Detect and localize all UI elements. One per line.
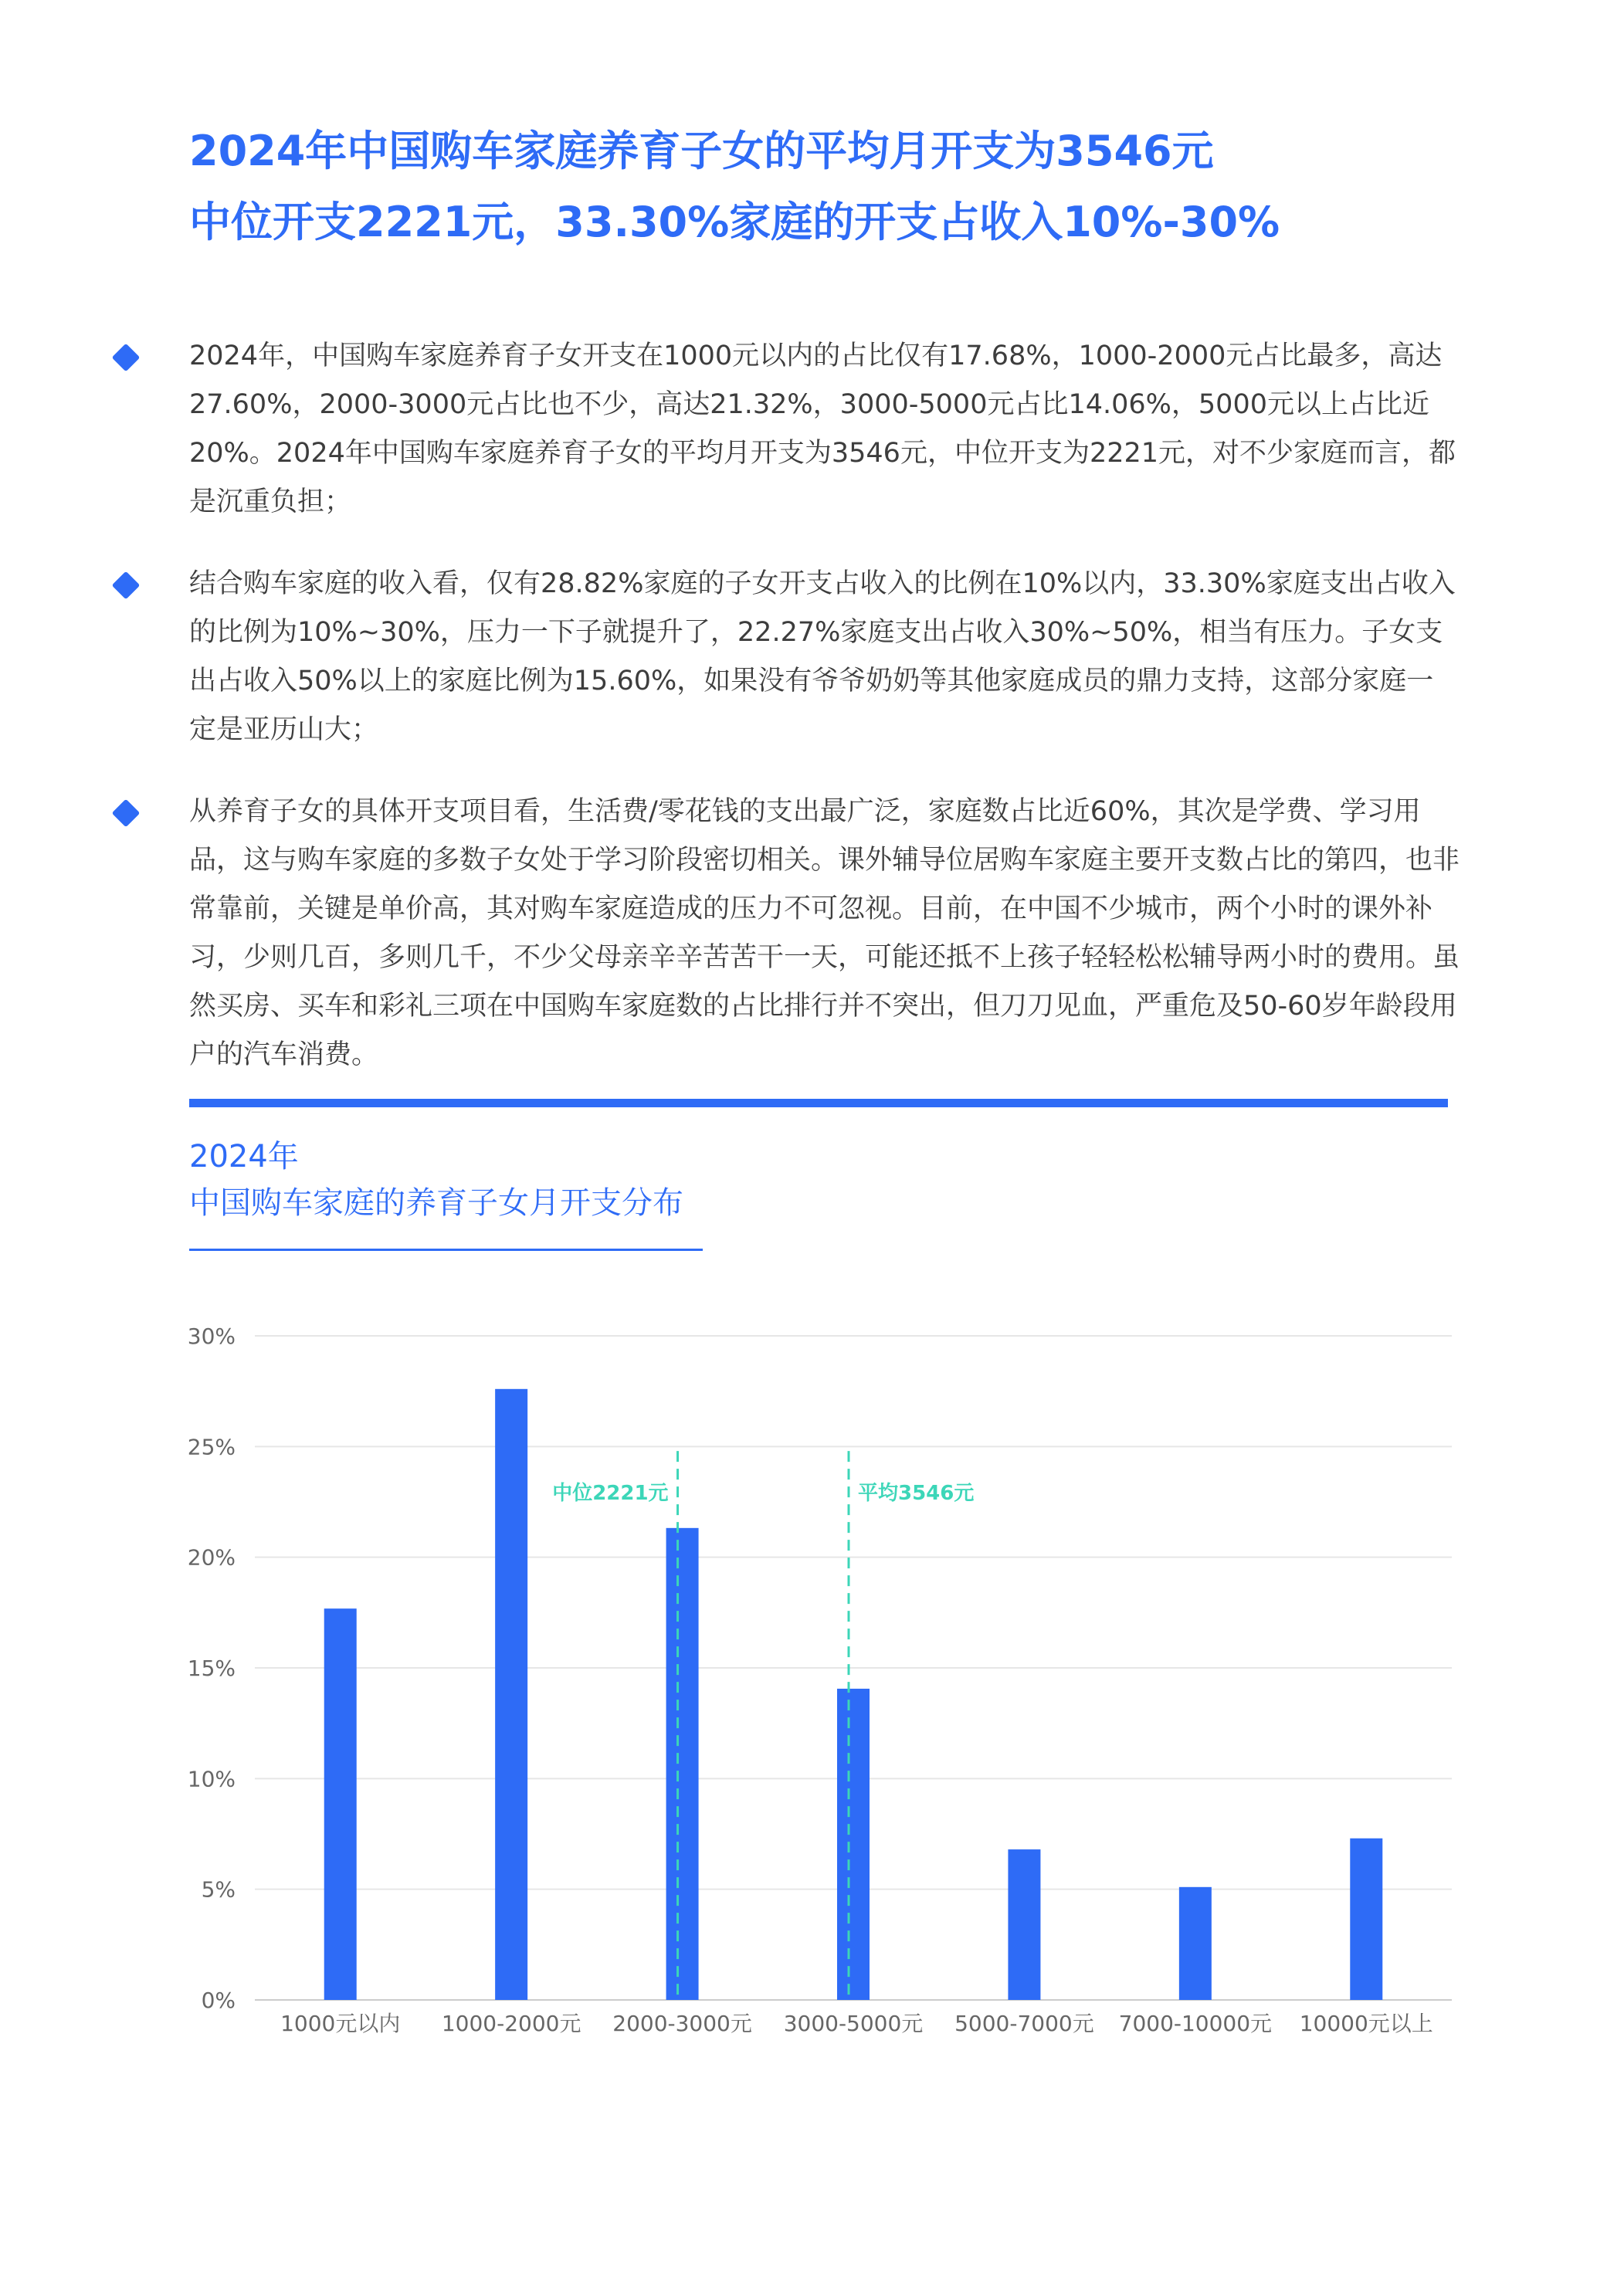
y-tick-label: 25% [187, 1434, 236, 1460]
chart-title-line-2: 中国购车家庭的养育子女月开支分布 [189, 1185, 683, 1221]
bar [837, 1689, 870, 2000]
bar [1350, 1839, 1382, 2000]
bullet-text: 从养育子女的具体开支项目看，生活费/零花钱的支出最广泛，家庭数占比近60%，其次是学费、学习用品，这与购车家庭的多数子女处于学习阶段密切相关。课外辅导位居购车家庭主要开支数占比的第四，也非常靠前，关键是单价高，其对购车家庭造成的压力不可忽视。目前，在中国不少城市，两个小时的课外补习，少则几百，多则几千，不少父母亲辛辛苦苦干一天，可能还抵不上孩子轻轻松松辅导两小时的费用。虽然买房、买车和彩礼三项在中国购车家庭数的占比排行并不突出，但刀刀见血，严重危及50-60岁年龄段用户的汽车消费。 [189, 796, 1460, 1070]
reference-label: 中位2221元 [552, 1482, 669, 1506]
chart-title [189, 1134, 683, 1226]
bar [666, 1528, 699, 2000]
diamond-bullet-icon [112, 344, 141, 372]
x-tick-label: 3000-5000元 [783, 2011, 924, 2036]
reference-label: 平均3546元 [858, 1482, 975, 1506]
page-headline [189, 116, 1502, 258]
chart-title-underline [189, 1249, 703, 1251]
x-tick-label: 7000-10000元 [1118, 2011, 1273, 2036]
bullet-text: 2024年，中国购车家庭养育子女开支在1000元以内的占比仅有17.68%，1000-2000元占比最多，高达27.60%，2000-3000元占比也不少，高达21.32%，3000-5000元占比14.06%，5000元以上占比近20%。2024年中国购车家庭养育子女的平均月开支为3546元，中位开支为2221元，对不少家庭而言，都是沉重负担； [189, 341, 1456, 517]
x-tick-label: 2000-3000元 [612, 2011, 752, 2036]
bar [1179, 1887, 1212, 2000]
diamond-bullet-icon [112, 799, 141, 828]
headline-line-1: 2024年中国购车家庭养育子女的平均月开支为3546元 [189, 127, 1214, 175]
section-divider [189, 1099, 1448, 1107]
diamond-bullet-icon [112, 571, 141, 600]
y-tick-label: 10% [187, 1766, 236, 1792]
bar [1008, 1849, 1040, 2000]
x-tick-label: 5000-7000元 [954, 2011, 1094, 2036]
y-tick-label: 30% [187, 1324, 236, 1349]
y-tick-label: 5% [201, 1876, 236, 1903]
y-tick-label: 15% [187, 1656, 236, 1681]
bullet-text: 结合购车家庭的收入看，仅有28.82%家庭的子女开支占收入的比例在10%以内，33.30%家庭支出占收入的比例为10%~30%，压力一下子就提升了，22.27%家庭支出占收入30%~50%，相当有压力。子女支出占收入50%以上的家庭比例为15.60%，如果没有爷爷奶奶等其他家庭成员的鼎力支持，这部分家庭一定是亚历山大； [189, 568, 1456, 745]
bullet-item [116, 560, 1460, 754]
headline-line-2: 中位开支2221元，33.30%家庭的开支占收入10%-30% [189, 198, 1280, 246]
chart-title-line-1: 2024年 [189, 1139, 299, 1174]
y-tick-label: 0% [201, 1988, 236, 2013]
bar [495, 1389, 527, 2000]
bullet-item [116, 788, 1460, 1079]
x-tick-label: 10000元以上 [1299, 2011, 1433, 2036]
x-tick-label: 1000元以内 [280, 2011, 401, 2036]
bar-chart [0, 1274, 1624, 2085]
x-tick-label: 1000-2000元 [441, 2011, 581, 2036]
bullet-list [116, 332, 1460, 1113]
y-tick-label: 20% [187, 1544, 236, 1571]
bullet-item [116, 332, 1460, 527]
bar [324, 1608, 357, 2000]
